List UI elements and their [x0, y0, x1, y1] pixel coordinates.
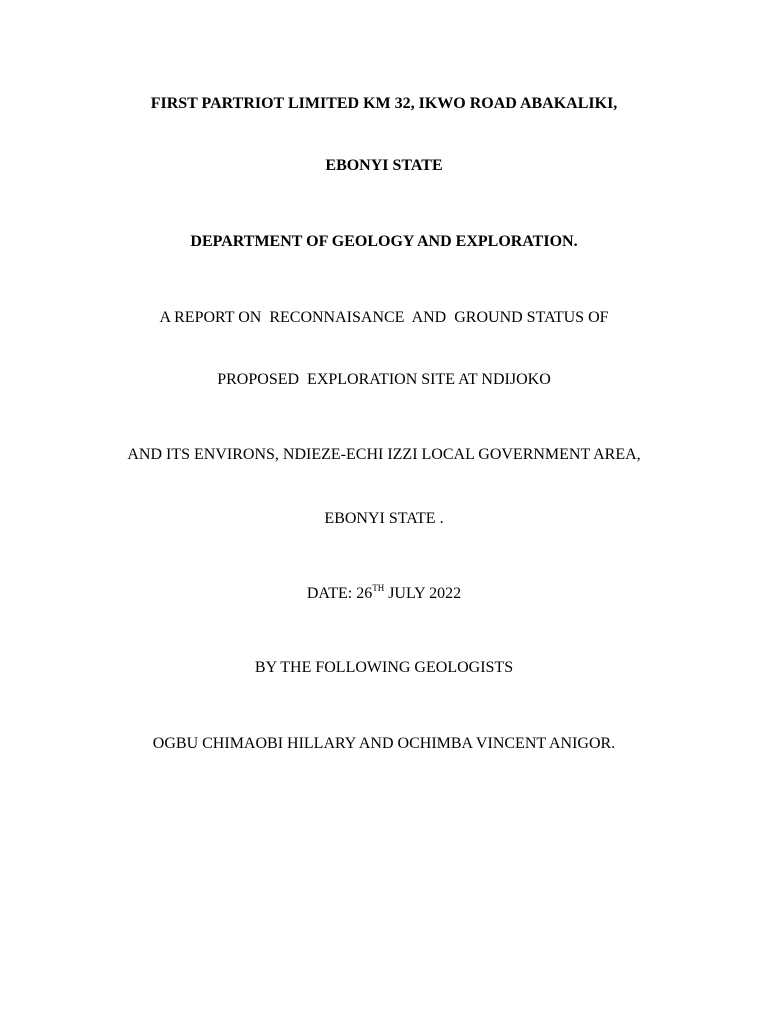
company-address-line: FIRST PARTRIOT LIMITED KM 32, IKWO ROAD ABAKALIKI, — [150, 95, 618, 112]
report-title-line-4: EBONYI STATE . — [324, 510, 444, 527]
report-title-line-1: A REPORT ON RECONNAISANCE AND GROUND STATUS OF — [159, 309, 609, 326]
date-rest: JULY 2022 — [384, 585, 462, 602]
report-date — [0, 584, 768, 604]
state-heading: EBONYI STATE — [325, 157, 443, 174]
date-prefix: DATE: 26 — [306, 585, 373, 602]
report-title-line-2: PROPOSED EXPLORATION SITE AT NDIJOKO — [217, 371, 551, 388]
department-heading: DEPARTMENT OF GEOLOGY AND EXPLORATION. — [190, 233, 578, 250]
authors-names: OGBU CHIMAOBI HILLARY AND OCHIMBA VINCENT ANIGOR. — [152, 735, 616, 752]
date-ordinal-suffix: TH — [372, 582, 385, 593]
report-title-line-3: AND ITS ENVIRONS, NDIEZE-ECHI IZZI LOCAL GOVERNMENT AREA, — [127, 446, 641, 463]
authors-intro: BY THE FOLLOWING GEOLOGISTS — [254, 659, 514, 676]
